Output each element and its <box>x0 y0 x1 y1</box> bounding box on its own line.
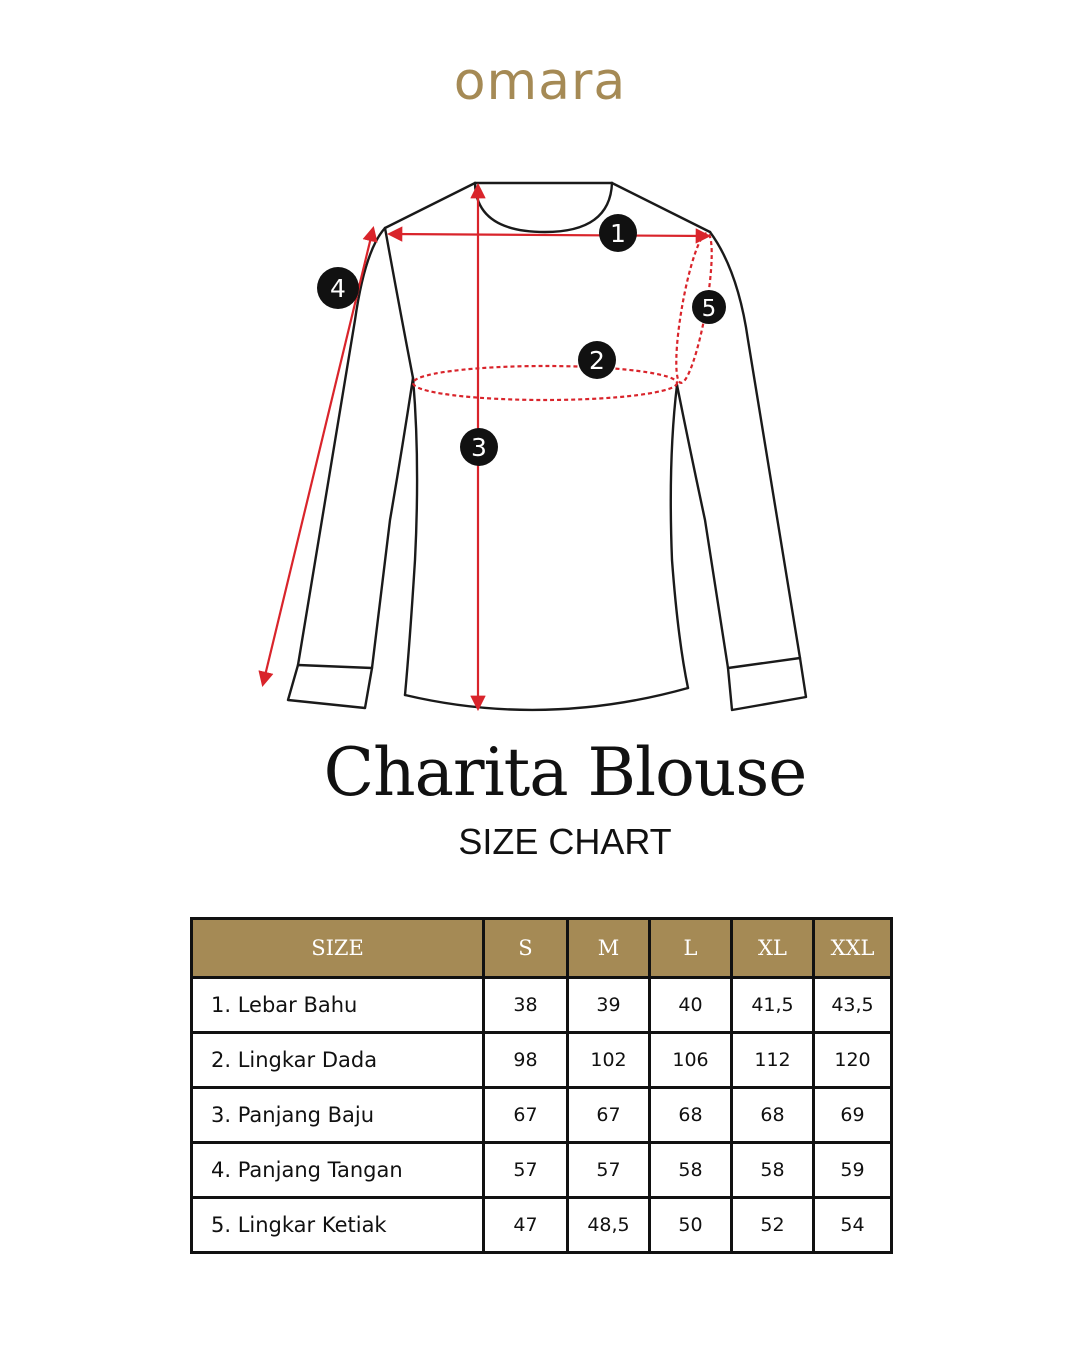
marker-2 <box>578 341 616 379</box>
neckline <box>475 183 612 232</box>
header-xl: XL <box>732 919 814 978</box>
brand-logo: omara <box>453 52 627 112</box>
row-label: 4. Panjang Tangan <box>192 1143 484 1198</box>
table-cell: 67 <box>484 1088 568 1143</box>
header-l: L <box>650 919 732 978</box>
table-cell: 47 <box>484 1198 568 1253</box>
header-size: SIZE <box>192 919 484 978</box>
table-cell: 43,5 <box>814 978 892 1033</box>
table-cell: 57 <box>568 1143 650 1198</box>
marker-1-label: 1 <box>610 219 626 248</box>
header-m: M <box>568 919 650 978</box>
size-table <box>190 917 893 1254</box>
marker-1 <box>599 214 637 252</box>
right-sleeve-inner <box>677 385 728 668</box>
table-cell: 41,5 <box>732 978 814 1033</box>
row-label: 3. Panjang Baju <box>192 1088 484 1143</box>
marker-4-label: 4 <box>330 274 346 303</box>
hem <box>405 688 688 710</box>
table-cell: 38 <box>484 978 568 1033</box>
table-cell: 69 <box>814 1088 892 1143</box>
table-cell: 112 <box>732 1033 814 1088</box>
marker-5-label: 5 <box>701 296 717 322</box>
header-xxl: XXL <box>814 919 892 978</box>
table-cell: 48,5 <box>568 1198 650 1253</box>
table-header-row <box>192 919 892 978</box>
table-cell: 120 <box>814 1033 892 1088</box>
table-row <box>192 978 892 1033</box>
table-row <box>192 1198 892 1253</box>
product-title: Charita Blouse <box>323 734 807 811</box>
table-cell: 58 <box>732 1143 814 1198</box>
marker-3-label: 3 <box>471 433 487 462</box>
table-cell: 68 <box>732 1088 814 1143</box>
table-row <box>192 1033 892 1088</box>
blouse-measurement-diagram <box>250 170 830 730</box>
table-cell: 67 <box>568 1088 650 1143</box>
marker-5 <box>692 290 726 324</box>
table-row <box>192 1088 892 1143</box>
table-cell: 58 <box>650 1143 732 1198</box>
table-cell: 59 <box>814 1143 892 1198</box>
table-cell: 39 <box>568 978 650 1033</box>
table-cell: 54 <box>814 1198 892 1253</box>
table-cell: 106 <box>650 1033 732 1088</box>
left-body-side <box>385 228 417 695</box>
marker-4 <box>317 267 359 309</box>
size-chart-subtitle: SIZE CHART <box>458 821 672 862</box>
table-row <box>192 1143 892 1198</box>
row-label: 2. Lingkar Dada <box>192 1033 484 1088</box>
table-cell: 50 <box>650 1198 732 1253</box>
marker-3 <box>460 428 498 466</box>
row-label: 5. Lingkar Ketiak <box>192 1198 484 1253</box>
left-cuff <box>288 665 372 708</box>
table-cell: 68 <box>650 1088 732 1143</box>
table-cell: 40 <box>650 978 732 1033</box>
marker-2-label: 2 <box>589 346 605 375</box>
table-cell: 57 <box>484 1143 568 1198</box>
right-sleeve-outer <box>710 232 800 658</box>
right-cuff <box>728 658 806 710</box>
measure-chest-circumference <box>413 366 677 400</box>
header-s: S <box>484 919 568 978</box>
measure-shoulder-width <box>390 234 708 236</box>
table-cell: 52 <box>732 1198 814 1253</box>
table-cell: 102 <box>568 1033 650 1088</box>
row-label: 1. Lebar Bahu <box>192 978 484 1033</box>
left-shoulder <box>385 183 475 228</box>
table-cell: 98 <box>484 1033 568 1088</box>
left-sleeve-inner <box>372 378 413 668</box>
